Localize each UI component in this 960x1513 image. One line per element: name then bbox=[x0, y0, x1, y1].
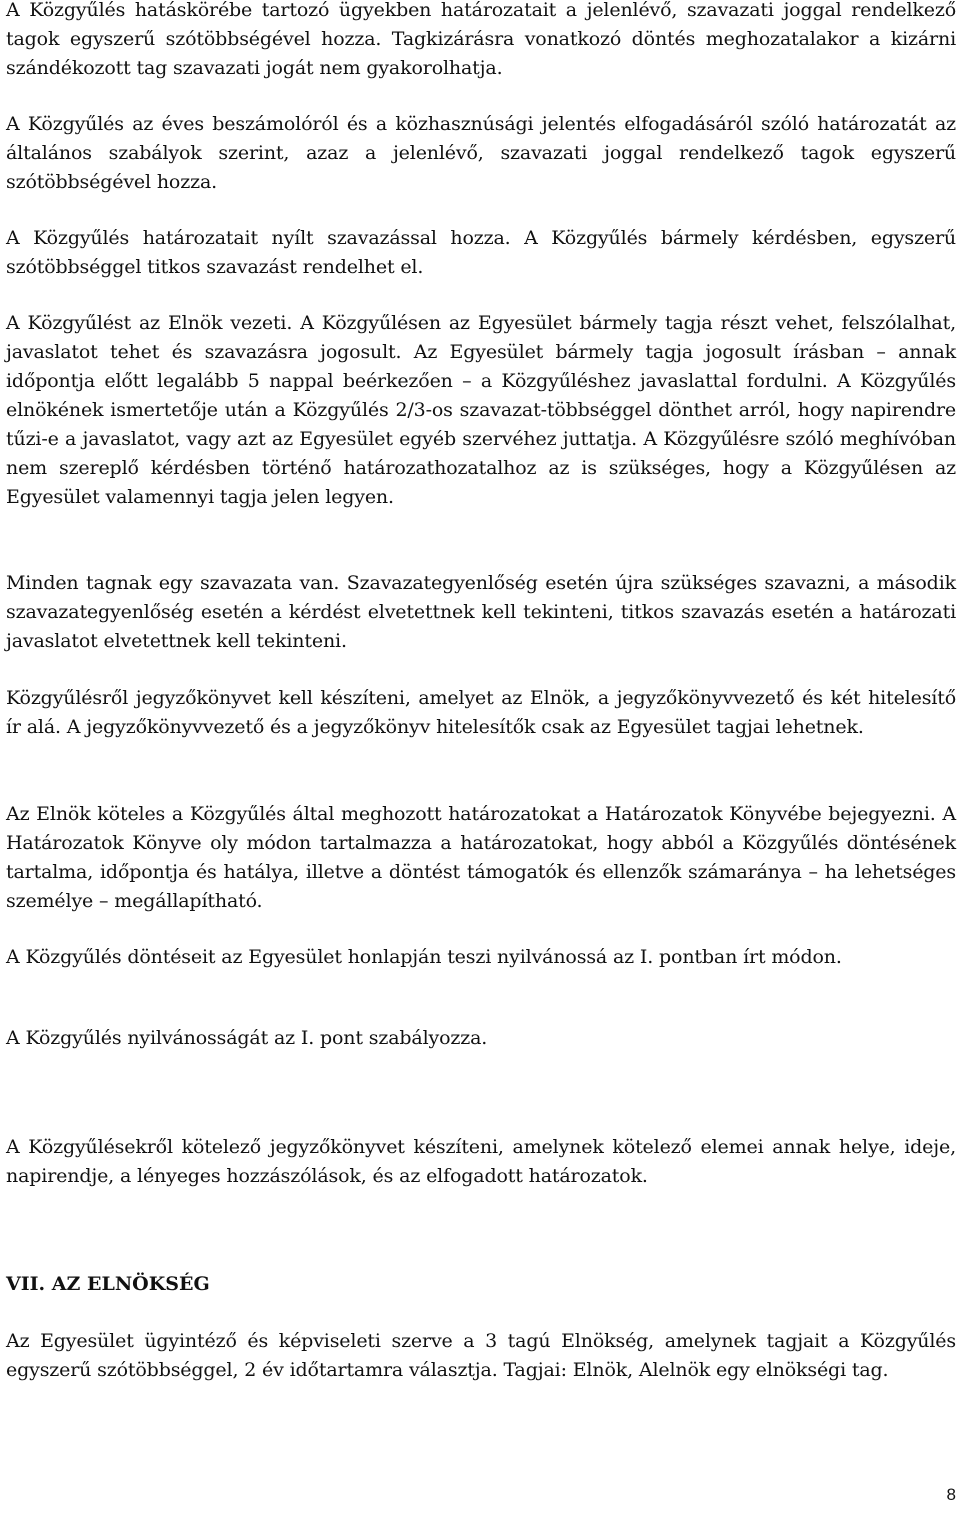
paragraph-chair-and-proposals: A Közgyűlést az Elnök vezeti. A Közgyűlésen az Egyesület bármely tagja részt vehet, felszólalhat, javaslatot tehet és szavazásra jogosult. Az Egyesület bármely tagja jogosult írásban – annak időpontja előtt legalább 5 nappal beérkezően – a Közgyűléshez javaslattal fordulni. A Közgyűlés elnökének ismertetője után a Közgyűlés 2/3-os szavazat-többséggel dönthet arról, hogy napirendre tűzi-e a javaslatot, vagy azt az Egyesület egyéb szervéhez juttatja. A Közgyűlésre szóló meghívóban nem szereplő kérdésben történő határozathozatalhoz az is szükséges, hogy a Közgyűlésen az Egyesület valamennyi tagja jelen legyen. bbox=[6, 312, 956, 508]
paragraph-minutes-content: A Közgyűlésekről kötelező jegyzőkönyvet készíteni, amelynek kötelező elemei annak helye, ideje, napirendje, a lényeges hozzászólások, és az elfogadott határozatok. bbox=[6, 1136, 956, 1187]
paragraph-resolution-voting: A Közgyűlés hatáskörébe tartozó ügyekben határozatait a jelenlévő, szavazati joggal rendelkező tagok egyszerű szótöbbségével hozza. Tagkizárásra vonatkozó döntés meghozatalakor a kizárni szándékozott tag szavazati jogát nem gyakorolhatja. bbox=[6, 0, 956, 79]
paragraph-resolutions-book: Az Elnök köteles a Közgyűlés által meghozott határozatokat a Határozatok Könyvébe bejegyezni. A Határozatok Könyve oly módon tartalmazza a határozatokat, hogy abból a Közgyűlés döntésének tartalma, időpontja és hatálya, illetve a döntést támogatók és ellenzők számaránya – ha lehetséges személye – megállapítható. bbox=[6, 803, 956, 912]
paragraph-minutes-signing: Közgyűlésről jegyzőkönyvet kell készíteni, amelyet az Elnök, a jegyzőkönyvvezető és két hitelesítő ír alá. A jegyzőkönyvvezető és a jegyzőkönyv hitelesítők csak az Egyesület tagjai lehetnek. bbox=[6, 687, 956, 738]
paragraph-votes-and-ties: Minden tagnak egy szavazata van. Szavazategyenlőség esetén újra szükséges szavazni, a második szavazategyenlőség esetén a kérdést elvetettnek kell tekinteni, titkos szavazás esetén a határozati javaslatot elvetettnek kell tekinteni. bbox=[6, 572, 956, 652]
paragraph-open-voting: A Közgyűlés határozatait nyílt szavazással hozza. A Közgyűlés bármely kérdésben, egyszerű szótöbbséggel titkos szavazást rendelhet el. bbox=[6, 227, 956, 278]
page-number: 8 bbox=[946, 1485, 956, 1504]
section-heading-presidency: VII. AZ ELNÖKSÉG bbox=[6, 1273, 210, 1295]
paragraph-annual-report: A Közgyűlés az éves beszámolóról és a közhasznúsági jelentés elfogadásáról szóló határozatát az általános szabályok szerint, azaz a jelenlévő, szavazati joggal rendelkező tagok egyszerű szótöbbségével hozza. bbox=[6, 113, 956, 193]
paragraph-publication: A Közgyűlés döntéseit az Egyesület honlapján teszi nyilvánossá az I. pontban írt módon. bbox=[6, 946, 842, 968]
paragraph-publicity: A Közgyűlés nyilvánosságát az I. pont szabályozza. bbox=[6, 1027, 488, 1049]
paragraph-presidency: Az Egyesület ügyintéző és képviseleti szerve a 3 tagú Elnökség, amelynek tagjait a Közgyűlés egyszerű szótöbbséggel, 2 év időtartamra választja. Tagjai: Elnök, Alelnök egy elnökségi tag. bbox=[6, 1330, 956, 1381]
